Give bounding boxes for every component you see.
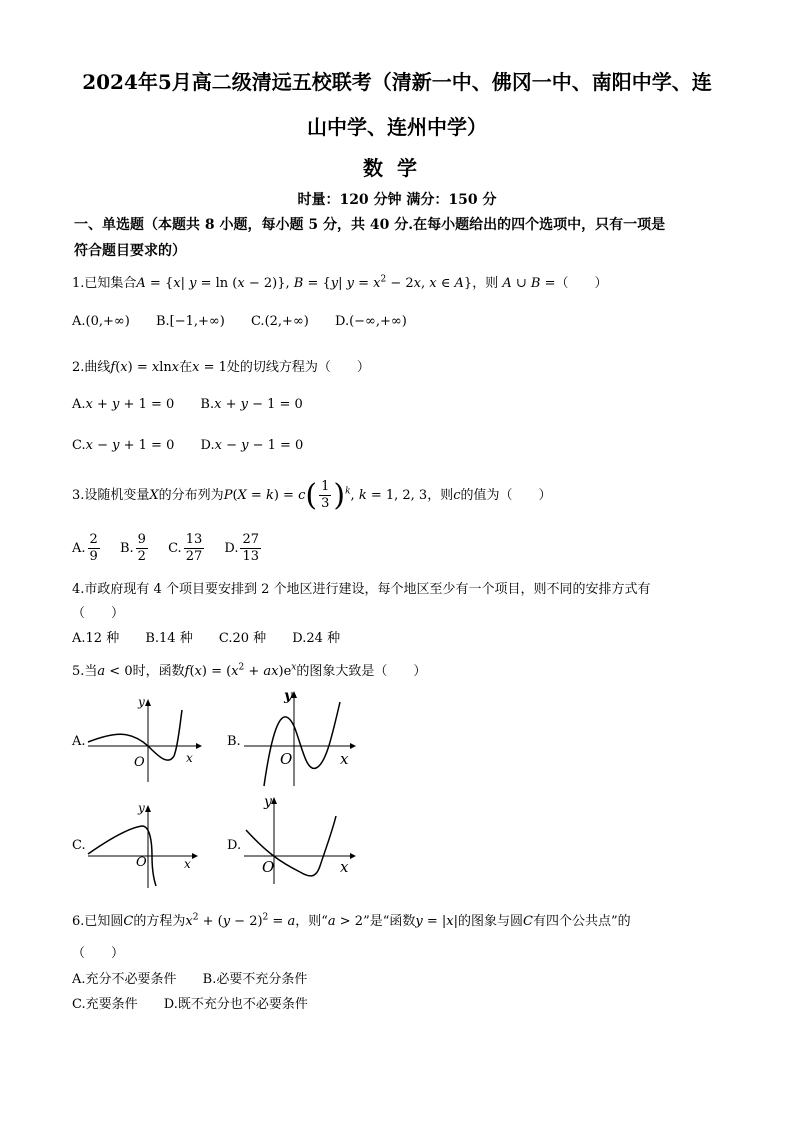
graph-d-y-label: y xyxy=(264,794,272,810)
graph-a xyxy=(84,694,204,784)
q1-stem-end: ，则 xyxy=(472,276,499,291)
question-3-options xyxy=(72,532,285,565)
section-heading-line2: 符合题目要求的） xyxy=(74,243,186,259)
q6-option-c: C.充要条件 xyxy=(72,997,138,1012)
q2-option-a: A.x + y + 1 = 0 xyxy=(72,397,175,412)
q1-stem-start: 1.已知集合 xyxy=(72,276,137,291)
graph-b-letter: B. xyxy=(227,734,241,749)
subject-title: 数学 xyxy=(363,156,431,180)
q3-option-c: C. $\frac{13}{27}$ xyxy=(168,532,203,564)
section-heading-line1: 一、单选题（本题共 8 小题，每小题 5 分，共 40 分.在每小题给出的四个选项中，只有一项是 xyxy=(74,217,666,233)
graph-c xyxy=(84,800,204,890)
q6-option-a: A.充分不必要条件 xyxy=(72,972,177,987)
question-5-stem: 5.当a < 0时，函数$f(x) = (x^2 + ax)e^x$的图象大致是（ ） xyxy=(72,662,427,679)
q4-option-b: B.14 种 xyxy=(145,631,193,646)
question-6-options-row1 xyxy=(72,968,329,987)
question-6-options-row2 xyxy=(72,993,330,1012)
graph-a-y-label: y xyxy=(138,695,145,709)
q1-option-a: A.(0,+∞) xyxy=(72,314,130,329)
q3-option-d: D. $\frac{27}{13}$ xyxy=(224,532,260,564)
graph-d xyxy=(240,792,360,888)
question-1-stem: 1.已知集合A = {x| y = ln (x − 2)}, B = {y| $y = x^2 - 2x$, x ∈ A}，则 A ∪ B =（ ） xyxy=(72,274,608,291)
q3-option-a: A. $\frac{2}{9}$ xyxy=(72,532,98,564)
q4-option-a: A.12 种 xyxy=(72,631,120,646)
q2-option-d: D.x − y − 1 = 0 xyxy=(200,438,304,453)
q6-option-d: D.既不充分也不必要条件 xyxy=(163,997,308,1012)
q6-option-b: B.必要不充分条件 xyxy=(202,972,308,987)
graph-b-origin-label: O xyxy=(280,750,293,768)
question-4-options xyxy=(72,627,362,646)
graph-d-letter: D. xyxy=(227,838,242,853)
question-2-stem: 2.曲线f(x) = xlnx在x = 1处的切线方程为（ ） xyxy=(72,360,370,375)
q2-option-c: C.x − y + 1 = 0 xyxy=(72,438,175,453)
q1-option-b: B.[−1,+∞) xyxy=(155,314,225,329)
q2-option-b: B.x + y − 1 = 0 xyxy=(200,397,303,412)
graph-c-x-label: x xyxy=(184,857,191,871)
graph-b-y-label: y xyxy=(284,688,293,704)
graph-d-x-label: x xyxy=(340,858,349,876)
q1-math-set-a: A xyxy=(136,276,146,291)
question-2-options-row2 xyxy=(72,438,325,453)
q4-option-c: C.20 种 xyxy=(218,631,267,646)
question-6-blank: （ ） xyxy=(72,946,125,961)
graph-a-x-label: x xyxy=(186,751,193,765)
question-4-stem-line2: （ ） xyxy=(72,606,125,621)
graph-b xyxy=(240,686,360,788)
graph-a-origin-label: O xyxy=(134,755,145,770)
graph-c-origin-label: O xyxy=(136,855,147,870)
question-3-stem: 3.设随机变量X的分布列为P(X = k) = c( $\frac{1}{3}$ )$^k$, k = 1, 2, 3，则c的值为（ ） xyxy=(72,478,552,513)
q1-option-c: C.(2,+∞) xyxy=(250,314,309,329)
question-2-options-row1 xyxy=(72,397,325,412)
graph-c-y-label: y xyxy=(138,801,145,815)
q1-option-d: D.(−∞,+∞) xyxy=(335,314,407,329)
page-title-line1: 2024年5月高二级清远五校联考（清新一中、佛冈一中、南阳中学、连 xyxy=(82,70,712,94)
question-1-options xyxy=(72,314,429,329)
question-4-stem-line1: 4.市政府现有 4 个项目要安排到 2 个地区进行建设，每个地区至少有一个项目，则不同的安排方式有 xyxy=(72,582,651,597)
graph-d-origin-label: O xyxy=(262,858,275,876)
time-score-line: 时量：120 分钟 满分：150 分 xyxy=(297,192,497,208)
q3-option-b: B. $\frac{9}{2}$ xyxy=(119,532,146,564)
graph-c-letter: C. xyxy=(72,838,86,853)
question-6-stem: 6.已知圆C的方程为$x^2 + (y - 2)^2 = a$，则“a > 2”是“函数y = |x|的图象与圆C有四个公共点”的 xyxy=(72,912,631,929)
q4-option-d: D.24 种 xyxy=(292,631,341,646)
graph-b-x-label: x xyxy=(340,750,349,768)
page-title-line2: 山中学、连州中学） xyxy=(307,115,487,139)
q1-blank: （ ） xyxy=(555,276,608,291)
graph-a-letter: A. xyxy=(72,734,86,749)
